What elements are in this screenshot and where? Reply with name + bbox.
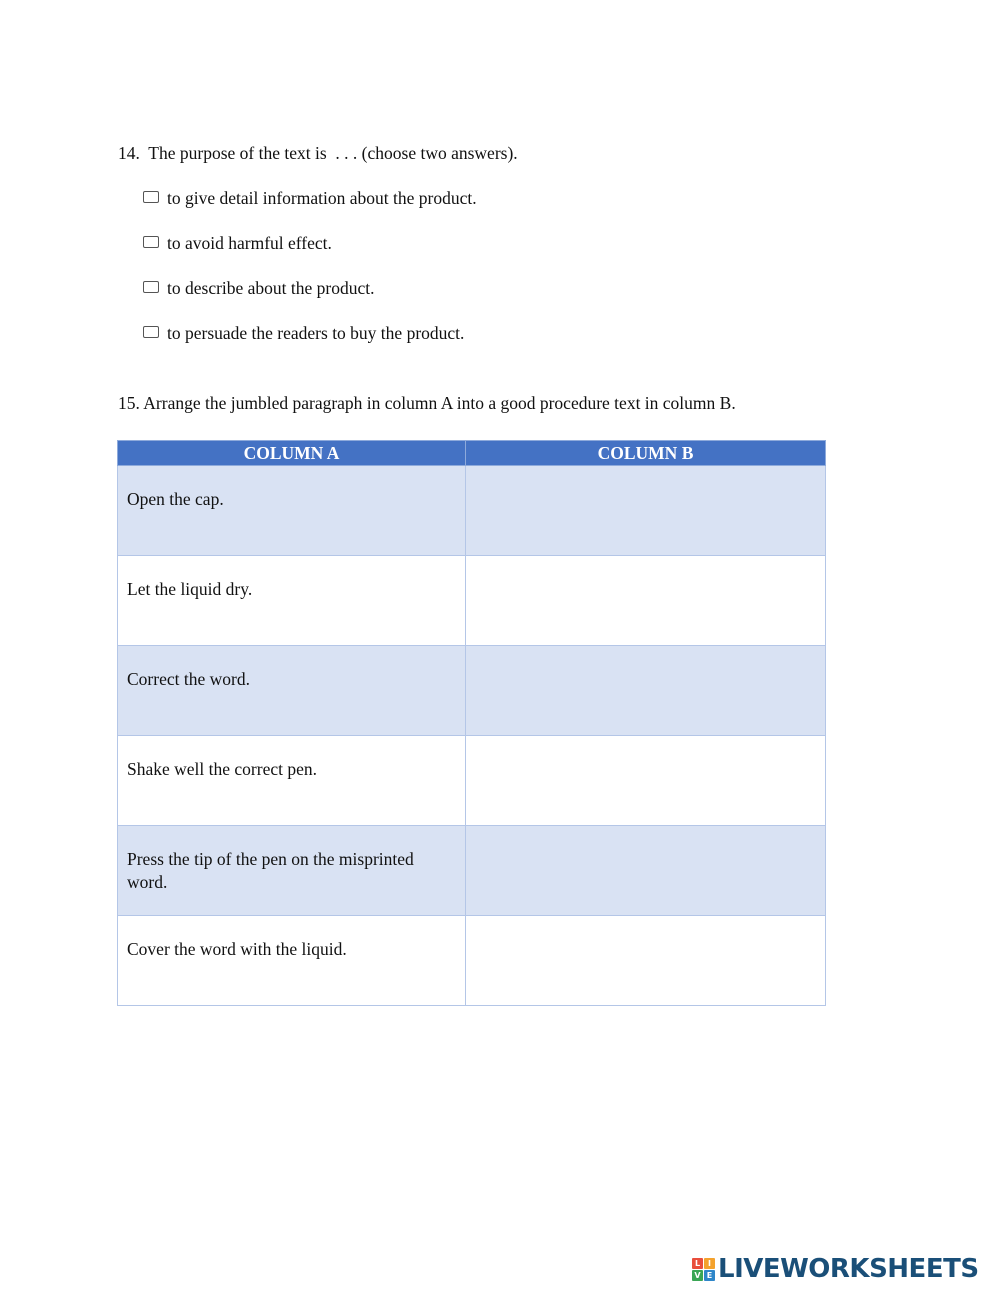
option-4-label: to persuade the readers to buy the product.: [167, 322, 465, 343]
column-b-answer-cell[interactable]: [466, 466, 826, 556]
option-2[interactable]: [143, 232, 332, 254]
liveworksheets-brand: [692, 1254, 979, 1284]
question-15-prompt: 15. Arrange the jumbled paragraph in column A into a good procedure text in column B.: [118, 393, 736, 413]
table-row: [118, 826, 826, 916]
logo-letter-v: V: [692, 1270, 703, 1281]
table-row: [118, 916, 826, 1006]
logo-letter-i: I: [704, 1258, 715, 1269]
table-row: [118, 466, 826, 556]
option-3-label: to describe about the product.: [167, 277, 375, 298]
column-a-cell: Open the cap.: [118, 466, 466, 556]
column-a-cell: Let the liquid dry.: [118, 556, 466, 646]
column-a-cell: Shake well the correct pen.: [118, 736, 466, 826]
question-14-prompt: 14. The purpose of the text is . . . (choose two answers).: [118, 143, 518, 163]
column-a-cell: Press the tip of the pen on the misprinted word.: [118, 826, 466, 916]
logo-letter-e: E: [704, 1270, 715, 1281]
option-4[interactable]: [143, 322, 464, 344]
liveworksheets-logo-icon: [692, 1258, 715, 1281]
table-header-row: [118, 441, 826, 466]
option-1-label: to give detail information about the product.: [167, 187, 477, 208]
column-b-answer-cell[interactable]: [466, 826, 826, 916]
checkbox-icon[interactable]: [143, 236, 159, 248]
column-b-header: COLUMN B: [466, 441, 826, 466]
column-b-answer-cell[interactable]: [466, 736, 826, 826]
column-b-answer-cell[interactable]: [466, 646, 826, 736]
table-row: [118, 556, 826, 646]
column-a-header: COLUMN A: [118, 441, 466, 466]
option-1[interactable]: [143, 187, 477, 209]
table-row: [118, 646, 826, 736]
option-3[interactable]: [143, 277, 375, 299]
brand-name: LIVEWORKSHEETS: [718, 1254, 979, 1284]
checkbox-icon[interactable]: [143, 281, 159, 293]
procedure-table: [117, 440, 826, 1006]
column-a-cell: Cover the word with the liquid.: [118, 916, 466, 1006]
column-b-answer-cell[interactable]: [466, 916, 826, 1006]
checkbox-icon[interactable]: [143, 191, 159, 203]
logo-letter-l: L: [692, 1258, 703, 1269]
column-a-cell: Correct the word.: [118, 646, 466, 736]
checkbox-icon[interactable]: [143, 326, 159, 338]
table-row: [118, 736, 826, 826]
column-b-answer-cell[interactable]: [466, 556, 826, 646]
option-2-label: to avoid harmful effect.: [167, 232, 332, 253]
